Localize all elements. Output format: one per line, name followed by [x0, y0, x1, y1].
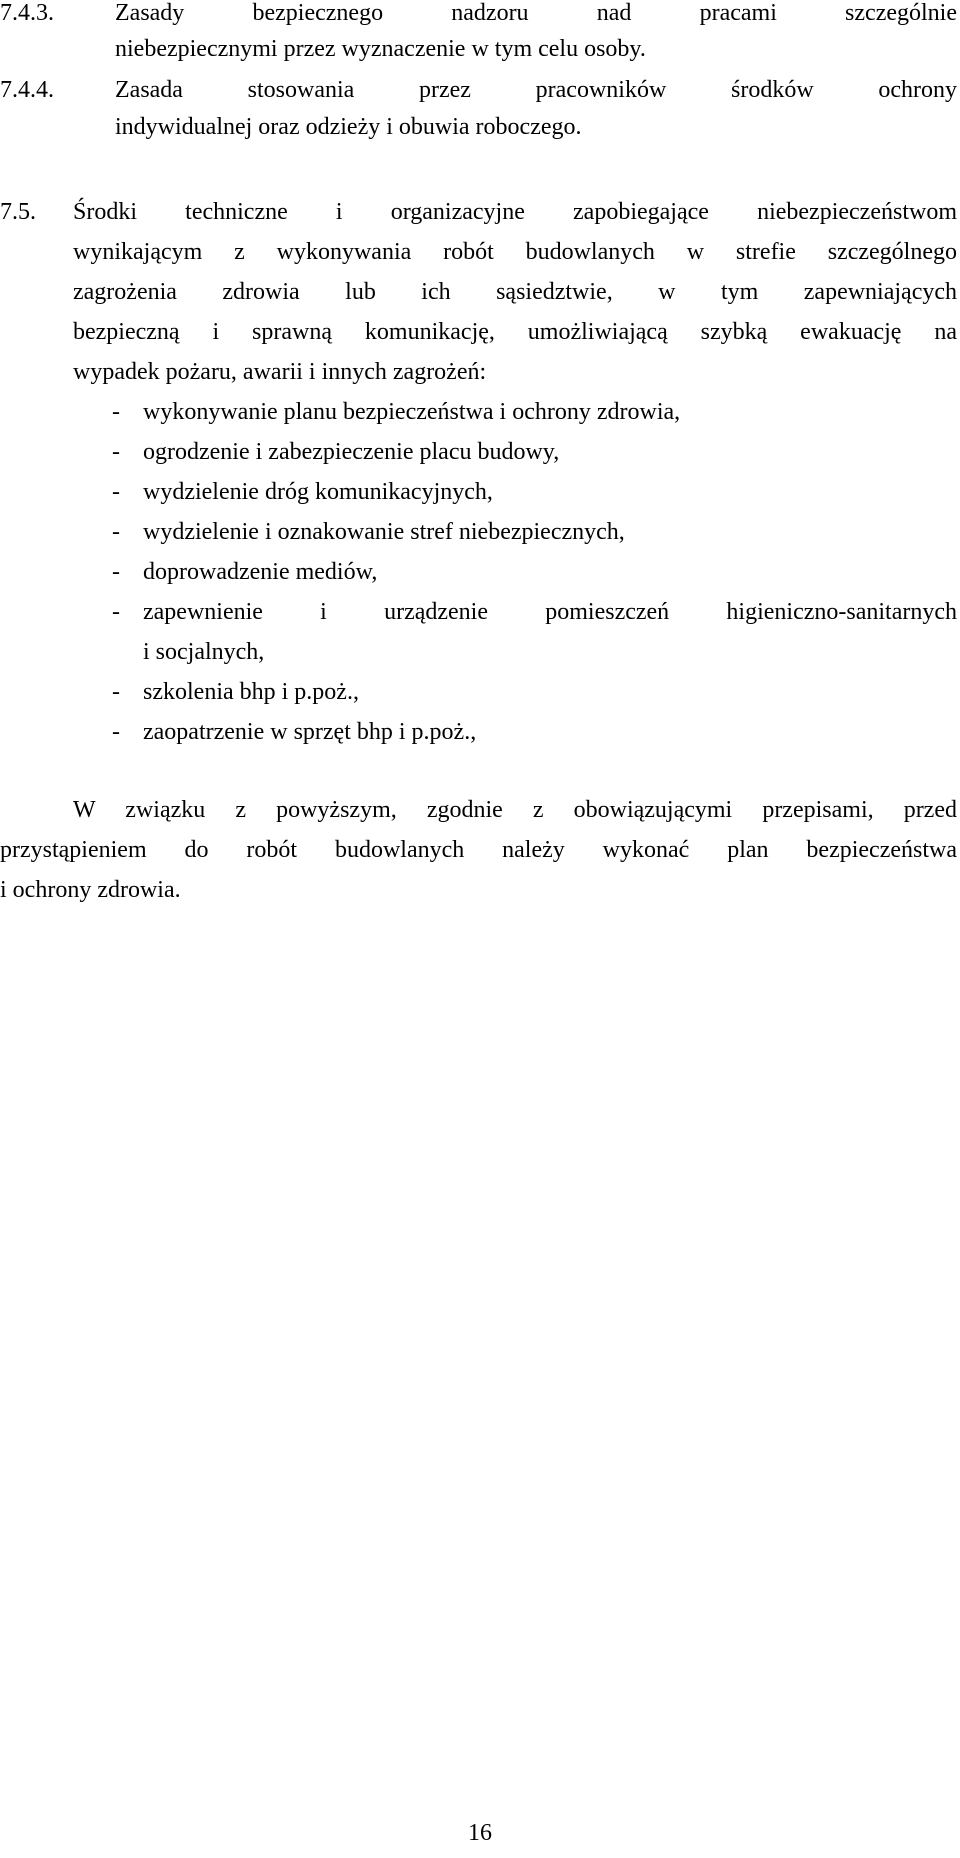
section-heading-line: Środki techniczne i organizacyjne zapobiegające niebezpieczeństwom — [73, 199, 957, 225]
paragraph-line: W związku z powyższym, zgodnie z obowiązującymi przepisami, przed — [73, 797, 957, 823]
paragraph-line: przystąpieniem do robót budowlanych należy wykonać plan bezpieczeństwa — [0, 837, 957, 863]
section-number: 7.4.4. — [0, 77, 54, 103]
list-dash: - — [112, 599, 120, 625]
section-heading-line: indywidualnej oraz odzieży i obuwia roboczego. — [115, 114, 582, 140]
list-item-text: wykonywanie planu bezpieczeństwa i ochrony zdrowia, — [143, 399, 681, 425]
list-dash: - — [112, 439, 120, 465]
list-dash: - — [112, 719, 120, 745]
section-body-line: bezpieczną i sprawną komunikację, umożliwiającą szybką ewakuację na — [73, 319, 957, 345]
list-item-text: wydzielenie dróg komunikacyjnych, — [143, 479, 493, 505]
section-number: 7.4.3. — [0, 0, 54, 26]
section-number: 7.5. — [0, 199, 36, 225]
paragraph-line: i ochrony zdrowia. — [0, 877, 181, 903]
list-item-continuation: i socjalnych, — [143, 639, 265, 665]
section-body-line: wypadek pożaru, awarii i innych zagrożeń: — [73, 359, 487, 385]
list-dash: - — [112, 519, 120, 545]
section-heading-line: niebezpiecznymi przez wyznaczenie w tym celu osoby. — [115, 36, 646, 62]
list-item-text: wydzielenie i oznakowanie stref niebezpiecznych, — [143, 519, 625, 545]
list-item-text: ogrodzenie i zabezpieczenie placu budowy, — [143, 439, 560, 465]
section-body-line: wynikającym z wykonywania robót budowlanych w strefie szczególnego — [73, 239, 957, 265]
list-dash: - — [112, 479, 120, 505]
list-dash: - — [112, 679, 120, 705]
list-dash: - — [112, 399, 120, 425]
section-heading-line: Zasady bezpiecznego nadzoru nad pracami szczególnie — [115, 0, 957, 26]
page-number: 16 — [468, 1820, 492, 1846]
list-item-text: zaopatrzenie w sprzęt bhp i p.poż., — [143, 719, 477, 745]
list-dash: - — [112, 559, 120, 585]
section-body-line: zagrożenia zdrowia lub ich sąsiedztwie, w tym zapewniających — [73, 279, 957, 305]
list-item-text: doprowadzenie mediów, — [143, 559, 378, 585]
list-item-text: zapewnienie i urządzenie pomieszczeń higieniczno-sanitarnych — [143, 599, 957, 625]
list-item-text: szkolenia bhp i p.poż., — [143, 679, 359, 705]
section-heading-line: Zasada stosowania przez pracowników środków ochrony — [115, 77, 957, 103]
